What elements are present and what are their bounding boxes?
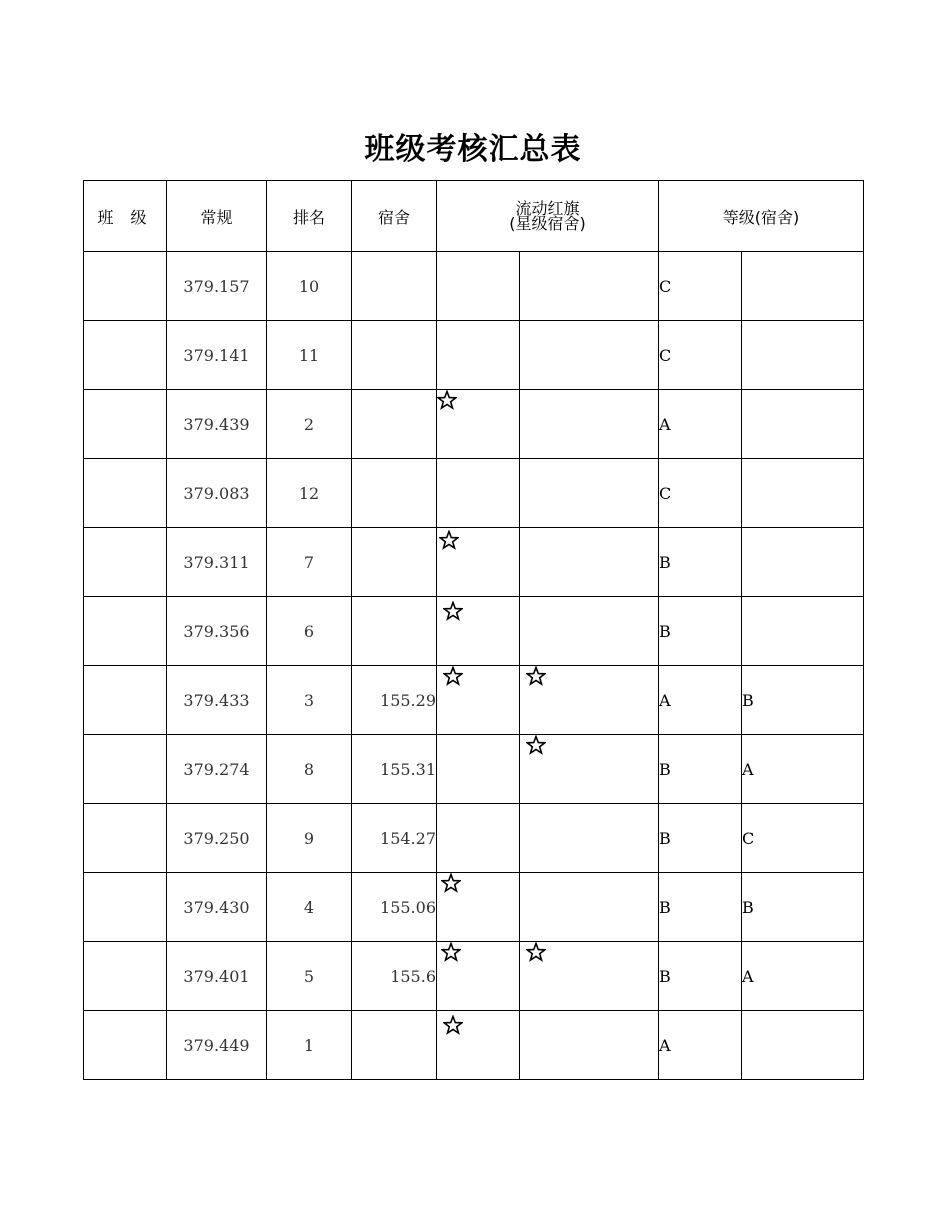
cell-rank: 8 <box>267 735 352 804</box>
cell-grade: B <box>659 942 742 1011</box>
cell-dorm: 155.29 <box>352 666 437 735</box>
cell-flag-1 <box>437 390 520 459</box>
cell-rank: 12 <box>267 459 352 528</box>
cell-class <box>84 735 167 804</box>
table-row <box>84 666 864 735</box>
page-title: 班级考核汇总表 <box>364 132 582 167</box>
cell-flag-1 <box>437 597 520 666</box>
cell-rank: 4 <box>267 873 352 942</box>
cell-flag-1 <box>437 528 520 597</box>
table-row <box>84 321 864 390</box>
star-icon <box>443 1015 463 1035</box>
table-row <box>84 597 864 666</box>
cell-flag-2 <box>520 942 659 1011</box>
header-grade: 等级(宿舍) <box>659 181 864 252</box>
cell-flag-2 <box>520 252 659 321</box>
cell-grade: C <box>659 321 742 390</box>
header-row <box>84 181 864 252</box>
cell-routine: 379.274 <box>167 735 267 804</box>
cell-class <box>84 597 167 666</box>
cell-class <box>84 942 167 1011</box>
cell-rank: 11 <box>267 321 352 390</box>
summary-table <box>83 180 864 1080</box>
cell-routine: 379.157 <box>167 252 267 321</box>
star-icon <box>443 666 463 686</box>
cell-routine: 379.141 <box>167 321 267 390</box>
table-row <box>84 459 864 528</box>
cell-routine: 379.356 <box>167 597 267 666</box>
star-icon <box>437 390 457 410</box>
cell-flag-2 <box>520 528 659 597</box>
cell-flag-1 <box>437 459 520 528</box>
cell-grade: C <box>659 252 742 321</box>
cell-rank: 10 <box>267 252 352 321</box>
cell-dorm-grade <box>742 1011 864 1080</box>
cell-flag-1 <box>437 942 520 1011</box>
table-row <box>84 528 864 597</box>
cell-dorm: 155.06 <box>352 873 437 942</box>
header-class: 班 级 <box>84 181 167 252</box>
header-dorm: 宿舍 <box>352 181 437 252</box>
cell-flag-1 <box>437 873 520 942</box>
cell-dorm-grade <box>742 390 864 459</box>
cell-dorm-grade <box>742 252 864 321</box>
cell-flag-1 <box>437 735 520 804</box>
cell-grade: C <box>659 459 742 528</box>
cell-flag-2 <box>520 804 659 873</box>
cell-dorm <box>352 390 437 459</box>
header-flag <box>437 181 659 252</box>
cell-dorm: 154.27 <box>352 804 437 873</box>
cell-grade: B <box>659 873 742 942</box>
cell-flag-1 <box>437 666 520 735</box>
cell-rank: 9 <box>267 804 352 873</box>
cell-class <box>84 873 167 942</box>
cell-routine: 379.311 <box>167 528 267 597</box>
cell-rank: 1 <box>267 1011 352 1080</box>
cell-routine: 379.433 <box>167 666 267 735</box>
table-body <box>84 252 864 1080</box>
cell-flag-2 <box>520 597 659 666</box>
cell-flag-2 <box>520 873 659 942</box>
cell-grade: B <box>659 528 742 597</box>
cell-dorm-grade <box>742 597 864 666</box>
table-row <box>84 873 864 942</box>
cell-routine: 379.250 <box>167 804 267 873</box>
cell-class <box>84 321 167 390</box>
cell-dorm-grade <box>742 321 864 390</box>
cell-rank: 7 <box>267 528 352 597</box>
star-icon <box>439 530 459 550</box>
cell-grade: A <box>659 666 742 735</box>
header-flag-line2: (星级宿舍) <box>509 214 586 233</box>
table-row <box>84 942 864 1011</box>
cell-flag-2 <box>520 666 659 735</box>
cell-dorm-grade: A <box>742 735 864 804</box>
cell-flag-1 <box>437 321 520 390</box>
cell-grade: B <box>659 597 742 666</box>
cell-dorm <box>352 1011 437 1080</box>
cell-dorm-grade: C <box>742 804 864 873</box>
cell-grade: B <box>659 735 742 804</box>
cell-class <box>84 1011 167 1080</box>
cell-grade: A <box>659 390 742 459</box>
cell-flag-2 <box>520 321 659 390</box>
cell-dorm <box>352 321 437 390</box>
table-row <box>84 252 864 321</box>
star-icon <box>441 942 461 962</box>
table-row <box>84 804 864 873</box>
star-icon <box>443 601 463 621</box>
cell-grade: B <box>659 804 742 873</box>
cell-dorm-grade <box>742 459 864 528</box>
cell-class <box>84 252 167 321</box>
cell-flag-1 <box>437 804 520 873</box>
cell-dorm-grade: A <box>742 942 864 1011</box>
table-row <box>84 390 864 459</box>
cell-rank: 3 <box>267 666 352 735</box>
star-icon <box>441 873 461 893</box>
header-routine: 常规 <box>167 181 267 252</box>
cell-class <box>84 666 167 735</box>
cell-routine: 379.083 <box>167 459 267 528</box>
cell-grade: A <box>659 1011 742 1080</box>
table-row <box>84 735 864 804</box>
cell-flag-2 <box>520 390 659 459</box>
cell-dorm: 155.31 <box>352 735 437 804</box>
cell-flag-2 <box>520 1011 659 1080</box>
header-flag-line1: 流动红旗 <box>515 199 580 218</box>
cell-rank: 6 <box>267 597 352 666</box>
star-icon <box>526 942 546 962</box>
cell-dorm <box>352 528 437 597</box>
cell-dorm-grade: B <box>742 873 864 942</box>
cell-routine: 379.439 <box>167 390 267 459</box>
cell-class <box>84 390 167 459</box>
cell-dorm <box>352 459 437 528</box>
cell-dorm <box>352 252 437 321</box>
cell-routine: 379.401 <box>167 942 267 1011</box>
cell-class <box>84 459 167 528</box>
cell-flag-1 <box>437 252 520 321</box>
cell-dorm-grade: B <box>742 666 864 735</box>
star-icon <box>526 735 546 755</box>
cell-flag-1 <box>437 1011 520 1080</box>
cell-class <box>84 528 167 597</box>
cell-rank: 5 <box>267 942 352 1011</box>
cell-dorm <box>352 597 437 666</box>
cell-dorm-grade <box>742 528 864 597</box>
cell-rank: 2 <box>267 390 352 459</box>
cell-flag-2 <box>520 459 659 528</box>
cell-class <box>84 804 167 873</box>
cell-dorm: 155.6 <box>352 942 437 1011</box>
cell-routine: 379.430 <box>167 873 267 942</box>
cell-flag-2 <box>520 735 659 804</box>
table-row <box>84 1011 864 1080</box>
star-icon <box>526 666 546 686</box>
header-rank: 排名 <box>267 181 352 252</box>
cell-routine: 379.449 <box>167 1011 267 1080</box>
